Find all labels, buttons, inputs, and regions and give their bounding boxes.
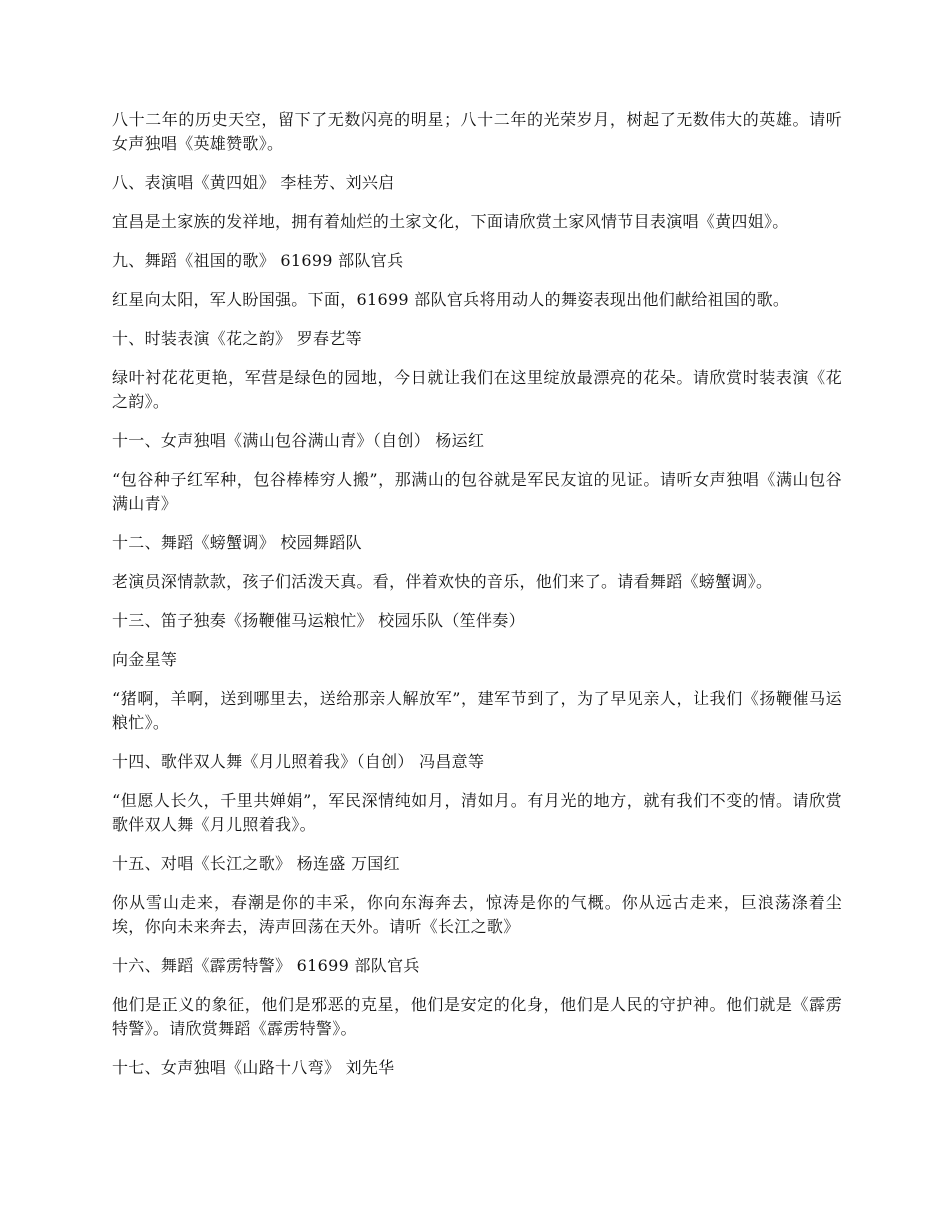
paragraph-item-11: “包谷种子红军种，包谷棒棒穷人搬”，那满山的包谷就是军民友谊的见证。请听女声独唱《满山包谷满山青》 [112,470,842,513]
program-item-10: 十、时装表演《花之韵》 罗春艺等 [112,329,362,348]
program-item-8: 八、表演唱《黄四姐》 李桂芳、刘兴启 [112,173,395,192]
paragraph-item-15: 你从雪山走来，春潮是你的丰采，你向东海奔去，惊涛是你的气概。你从远古走来，巨浪荡涤着尘埃，你向未来奔去，涛声回荡在天外。请听《长江之歌》 [112,893,842,936]
paragraph-item-10: 绿叶衬花花更艳，军营是绿色的园地，今日就让我们在这里绽放最漂亮的花朵。请欣赏时装表演《花之韵》。 [112,368,842,411]
paragraph-item-8: 宜昌是土家族的发祥地，拥有着灿烂的土家文化，下面请欣赏土家风情节目表演唱《黄四姐》。 [112,212,789,231]
paragraph-item-12: 老演员深情款款，孩子们活泼天真。看，伴着欢快的音乐，他们来了。请看舞蹈《螃蟹调》。 [112,572,773,591]
program-item-16: 十六、舞蹈《霹雳特警》 61699 部队官兵 [112,956,420,975]
paragraph-item-16: 他们是正义的象征，他们是邪恶的克星，他们是安定的化身，他们是人民的守护神。他们就是《霹雳特警》。请欣赏舞蹈《霹雳特警》。 [112,995,842,1038]
program-item-14: 十四、歌伴双人舞《月儿照着我》（自创） 冯昌意等 [112,752,485,771]
program-item-15: 十五、对唱《长江之歌》 杨连盛 万国红 [112,854,400,873]
paragraph-item-13: “猪啊，羊啊，送到哪里去，送给那亲人解放军”，建军节到了，为了早见亲人，让我们《扬鞭催马运粮忙》。 [112,689,842,732]
program-item-11: 十一、女声独唱《满山包谷满山青》（自创） 杨运红 [112,431,485,450]
program-item-9: 九、舞蹈《祖国的歌》 61699 部队官兵 [112,251,404,270]
document-page [112,108,842,1095]
program-item-17: 十七、女声独唱《山路十八弯》 刘先华 [112,1058,395,1077]
paragraph-intro-heroes: 八十二年的历史天空，留下了无数闪亮的明星；八十二年的光荣岁月，树起了无数伟大的英雄。请听女声独唱《英雄赞歌》。 [112,110,842,153]
program-item-13-performer: 向金星等 [112,650,178,669]
program-item-13: 十三、笛子独奏《扬鞭催马运粮忙》 校园乐队（笙伴奏） [112,611,525,630]
program-item-12: 十二、舞蹈《螃蟹调》 校园舞蹈队 [112,533,362,552]
paragraph-item-14: “但愿人长久，千里共婵娟”，军民深情纯如月，清如月。有月光的地方，就有我们不变的情。请欣赏歌伴双人舞《月儿照着我》。 [112,791,842,834]
paragraph-item-9: 红星向太阳，军人盼国强。下面，61699 部队官兵将用动人的舞姿表现出他们献给祖国的歌。 [112,290,790,309]
